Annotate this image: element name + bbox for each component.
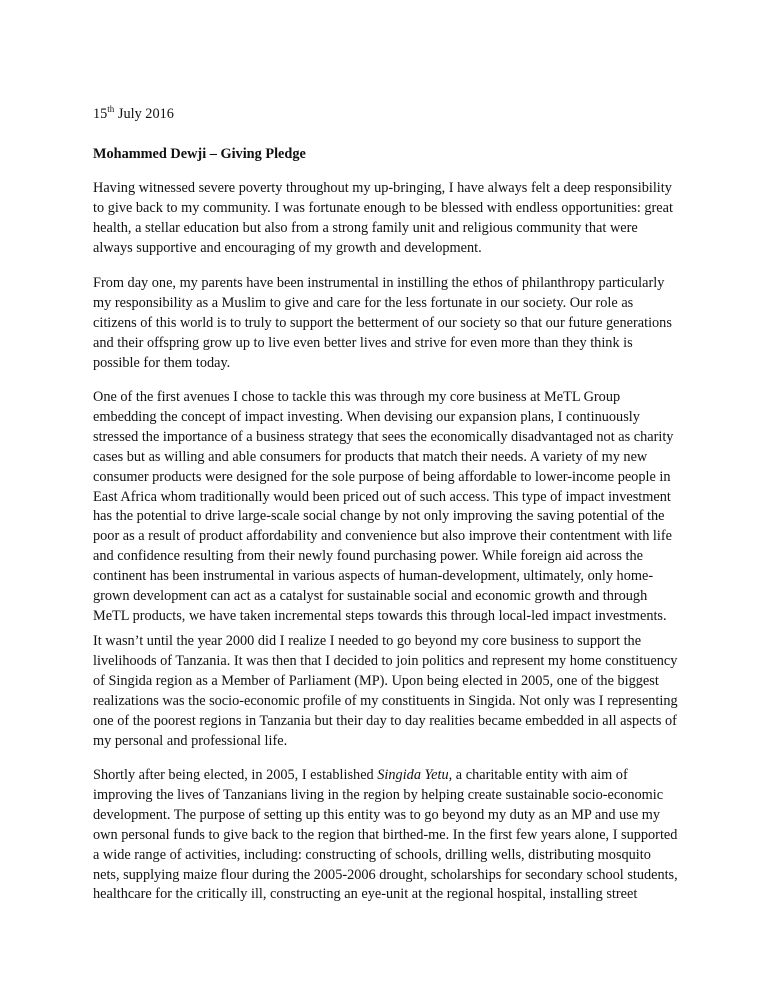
text-line: has the potential to drive large-scale social change by not only improving the saving potential of the xyxy=(93,508,665,525)
paragraph-parents xyxy=(93,274,678,374)
text-line xyxy=(93,766,678,786)
text-line: citizens of this world is to truly to support the betterment of our society so that our future generations xyxy=(93,314,672,331)
text-line: health, a stellar education but also from a strong family unit and religious community that were xyxy=(93,219,638,236)
text-line: development. The purpose of setting up this entity was to go beyond my duty as an MP and use my xyxy=(93,806,661,823)
text-line: one of the poorest regions in Tanzania but their day to day realities became embedded in all aspects of xyxy=(93,712,677,729)
paragraph-politics xyxy=(93,632,678,751)
text-line: my responsibility as a Muslim to give and care for the less fortunate in our society. Our role as xyxy=(93,294,634,311)
text-line: East Africa whom traditionally would been priced out of such access. This type of impact investment xyxy=(93,488,671,505)
text-line: grown development can act as a catalyst for sustainable social and economic growth and through xyxy=(93,588,648,605)
text-run: Shortly after being elected, in 2005, I established xyxy=(93,767,378,783)
text-line: livelihoods of Tanzania. It was then that I decided to join politics and represent my home constituency xyxy=(93,652,678,669)
letter-date xyxy=(93,104,174,124)
letter-title: Mohammed Dewji – Giving Pledge xyxy=(93,146,306,162)
text-line: From day one, my parents have been instrumental in instilling the ethos of philanthropy particularly xyxy=(93,275,665,291)
text-line: Having witnessed severe poverty throughout my up-bringing, I have always felt a deep responsibility xyxy=(93,180,672,196)
text-line: continent has been instrumental in various aspects of human-development, ultimately, only home- xyxy=(93,568,654,585)
text-line: and their offspring grow up to live even better lives and strive for even more than they think is xyxy=(93,334,633,351)
text-line: It wasn’t until the year 2000 did I realize I needed to go beyond my core business to support the xyxy=(93,633,642,649)
text-line: improving the lives of Tanzanians living in the region by helping create sustainable socio-economic xyxy=(93,786,664,803)
text-line: my personal and professional life. xyxy=(93,732,288,749)
entity-name-italic: Singida Yetu, xyxy=(377,767,453,783)
text-line: own personal funds to give back to the region that birthed-me. In the first few years alone, I supported xyxy=(93,826,678,843)
date-ordinal-suffix: th xyxy=(107,104,115,114)
text-run: a charitable entity with aim of xyxy=(452,767,628,783)
text-line: possible for them today. xyxy=(93,354,231,371)
text-line: a wide range of activities, including: constructing of schools, drilling wells, distributing mosquito xyxy=(93,846,651,863)
text-line: poor as a result of product affordability and convenience but also improve their contentment with life xyxy=(93,528,672,545)
text-line: MeTL products, we have taken incremental steps towards this through local-led impact investments. xyxy=(93,607,667,624)
paragraph-impact-investing xyxy=(93,388,678,627)
text-line: consumer products were designed for the sole purpose of being affordable to lower-income people in xyxy=(93,468,671,485)
date-day: 15 xyxy=(93,106,108,122)
text-line: to give back to my community. I was fortunate enough to be blessed with endless opportunities: great xyxy=(93,199,673,216)
paragraph-upbringing xyxy=(93,179,678,259)
text-line: One of the first avenues I chose to tackle this was through my core business at MeTL Group xyxy=(93,389,621,405)
text-line: and confidence resulting from their newly found purchasing power. While foreign aid across the xyxy=(93,548,643,565)
paragraph-singida-yetu xyxy=(93,766,678,905)
text-line: nets, supplying maize flour during the 2005-2006 drought, scholarships for secondary school students, xyxy=(93,866,678,883)
text-line: of Singida region as a Member of Parliament (MP). Upon being elected in 2005, one of the biggest xyxy=(93,672,659,689)
text-line: stressed the importance of a business strategy that sees the economically disadvantaged not as charity xyxy=(93,428,674,445)
text-line: cases but as willing and able consumers for products that match their needs. A variety of my new xyxy=(93,448,648,465)
text-line: embedding the concept of impact investing. When devising our expansion plans, I continuously xyxy=(93,408,640,425)
text-line: realizations was the socio-economic profile of my constituents in Singida. Not only was I representing xyxy=(93,692,678,709)
text-line: always supportive and encouraging of my growth and development. xyxy=(93,239,482,256)
date-month-year: July 2016 xyxy=(114,106,174,122)
text-line: healthcare for the critically ill, constructing an eye-unit at the regional hospital, installing street xyxy=(93,886,638,903)
